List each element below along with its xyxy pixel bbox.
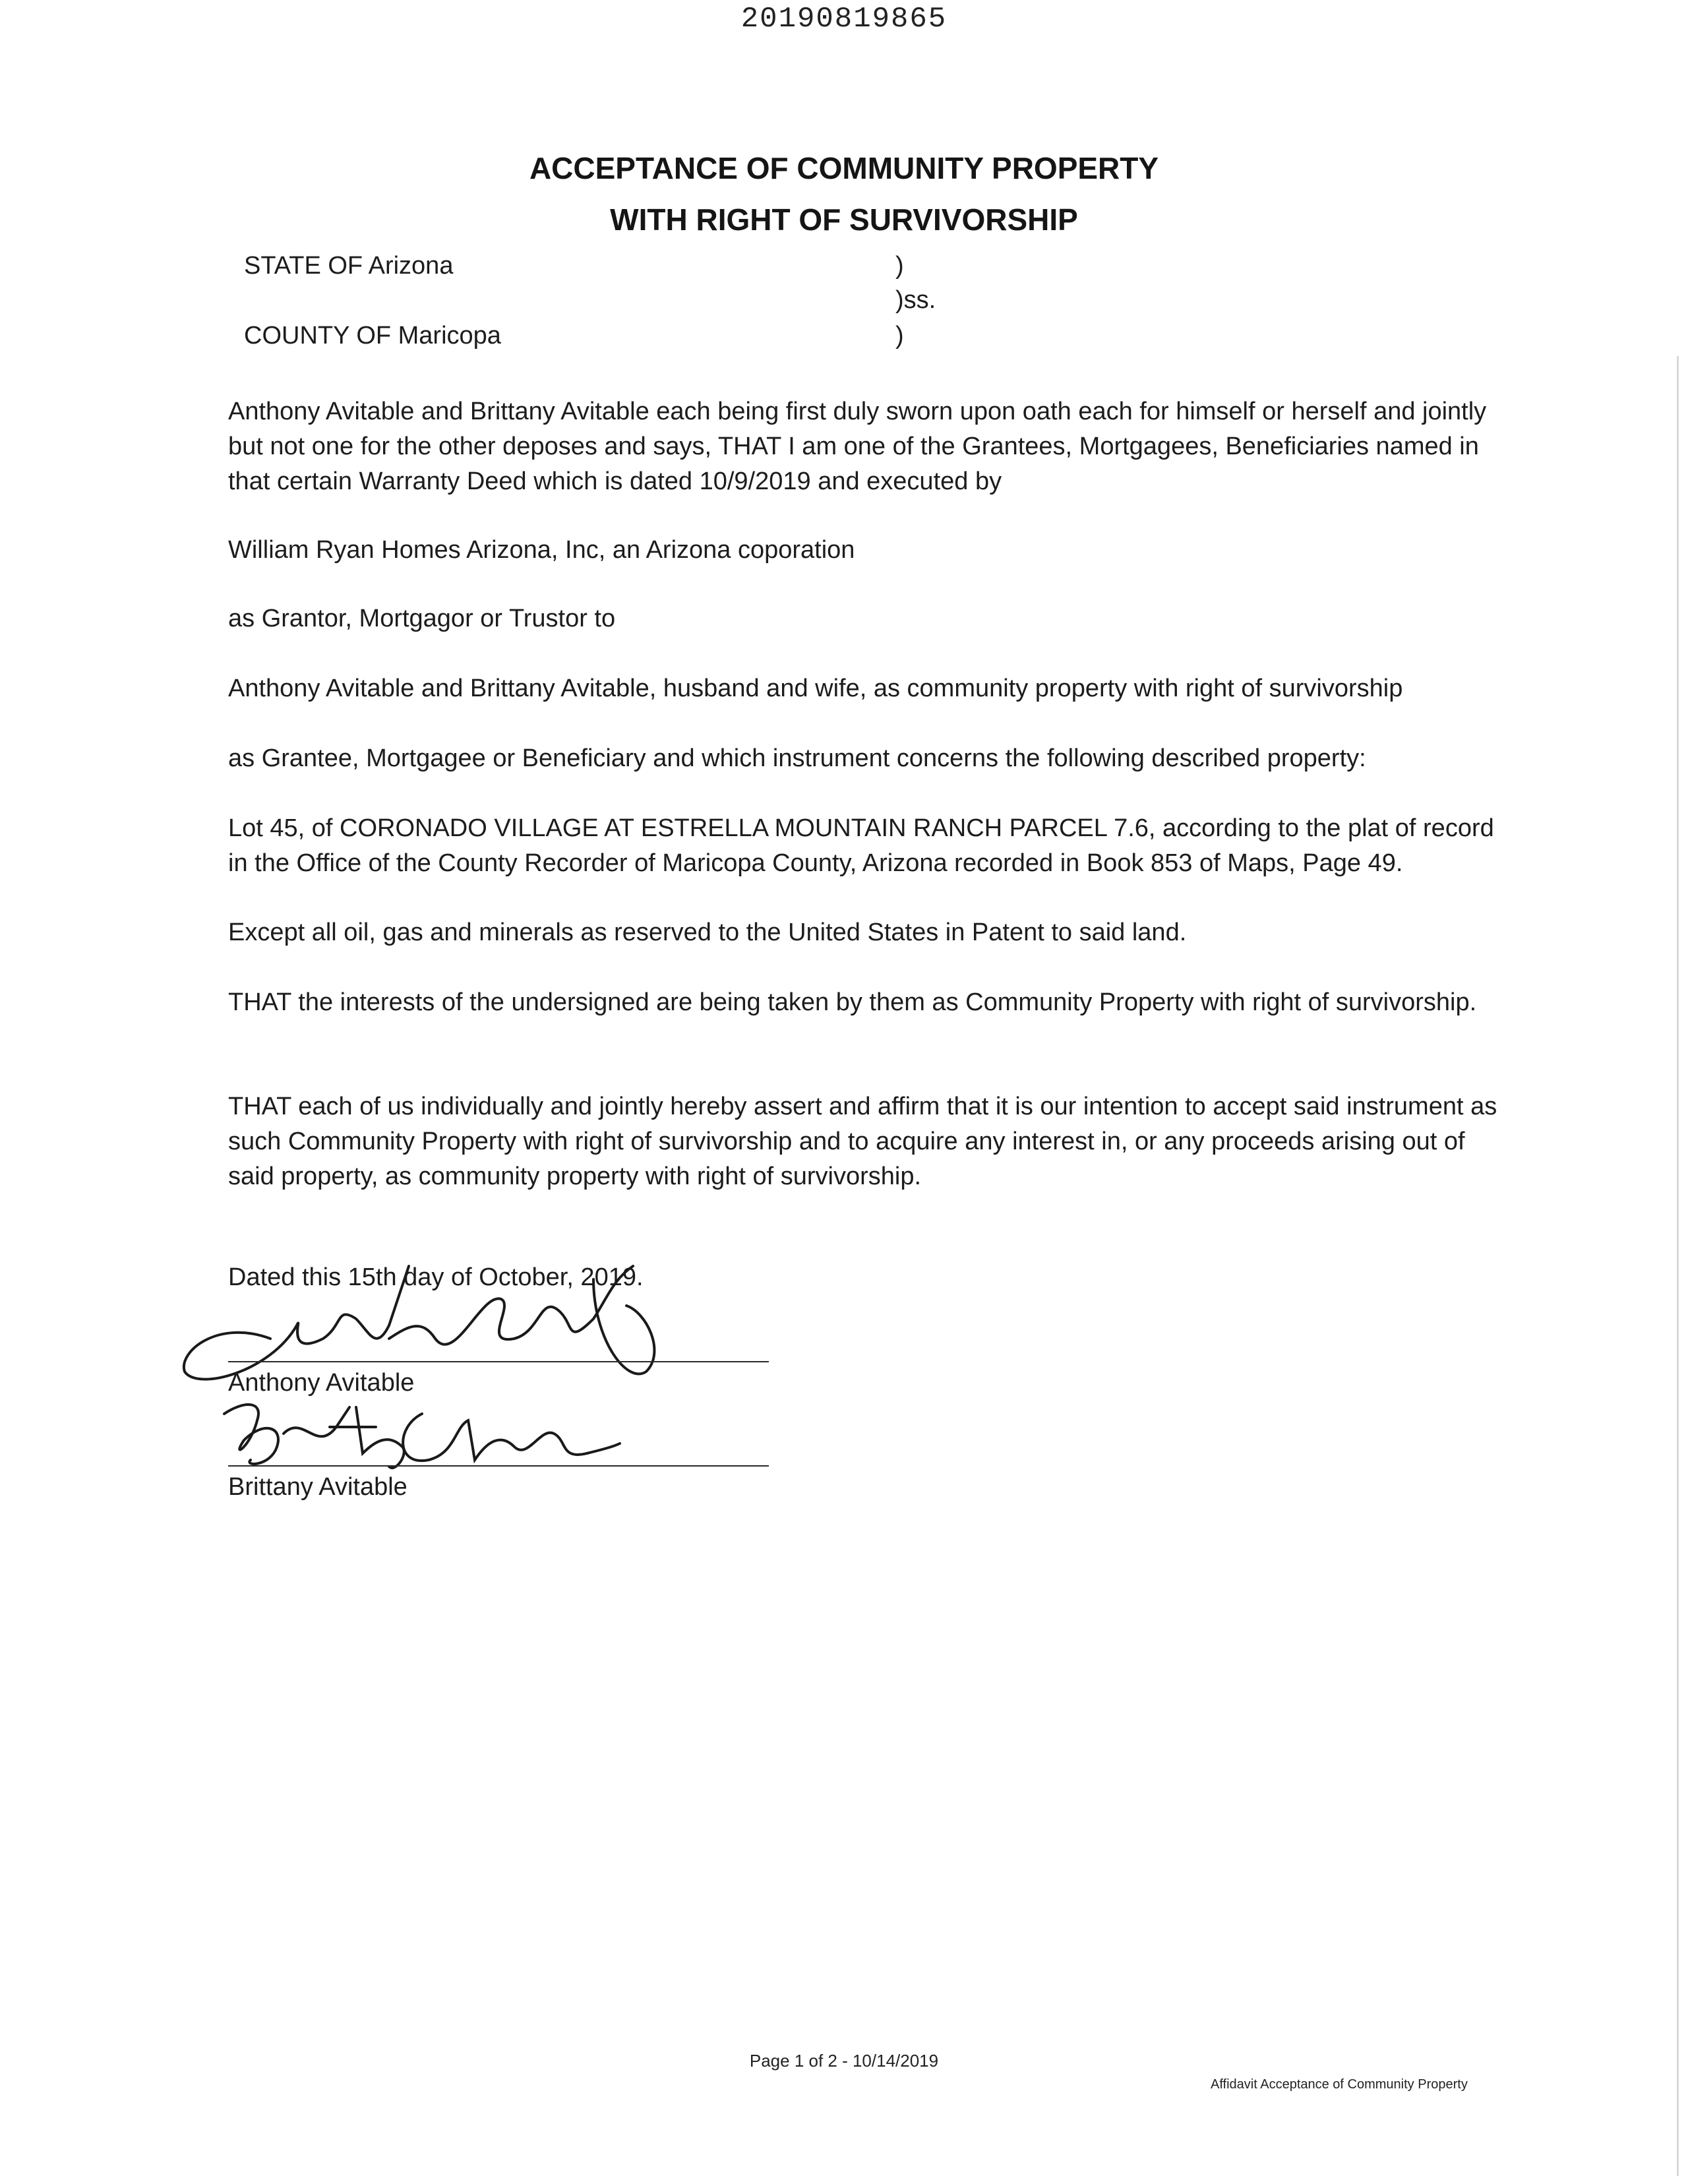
signature-brittany-graphic	[204, 1387, 626, 1486]
signer-name-brittany: Brittany Avitable	[228, 1473, 407, 1501]
paragraph-affiants: Anthony Avitable and Brittany Avitable each being first duly sworn upon oath each for himself or herself and jointly but not one for the other deposes and says, THAT I am one of the Grantees, Mortgagees, Beneficiaries named in that certain Warranty Deed which is dated 10/9/2019 and executed by	[228, 398, 1487, 495]
paragraph-grantee-role: as Grantee, Mortgagee or Beneficiary and which instrument concerns the following described property:	[228, 744, 1366, 772]
paragraph-grantor-name: William Ryan Homes Arizona, Inc, an Arizona coporation	[228, 536, 855, 564]
paragraph-affirmation: THAT each of us individually and jointly hereby assert and affirm that it is our intention to accept said instrument as such Community Property with right of survivorship and to acquire any interest in, or any proceeds arising out of said property, as community property with right of survivorship.	[228, 1093, 1497, 1190]
paragraph-interests: THAT the interests of the undersigned are being taken by them as Community Property with right of survivorship.	[228, 988, 1477, 1016]
document-title-line2: WITH RIGHT OF SURVIVORSHIP	[610, 202, 1078, 237]
dated-line: Dated this 15th day of October, 2019.	[228, 1263, 644, 1291]
venue-county: COUNTY OF Maricopa	[244, 322, 501, 349]
document-title-line1: ACCEPTANCE OF COMMUNITY PROPERTY	[529, 151, 1159, 185]
paragraph-grantor-role: as Grantor, Mortgagor or Trustor to	[228, 605, 616, 632]
signature-line-brittany	[228, 1465, 769, 1467]
footer-page-info: Page 1 of 2 - 10/14/2019	[749, 2051, 939, 2071]
footer-document-label: Affidavit Acceptance of Community Property	[1211, 2077, 1468, 2092]
paragraph-grantee-name: Anthony Avitable and Brittany Avitable, husband and wife, as community property with right of survivorship	[228, 675, 1403, 702]
paragraph-legal-description: Lot 45, of CORONADO VILLAGE AT ESTRELLA MOUNTAIN RANCH PARCEL 7.6, according to the plat of record in the Office of the County Recorder of Maricopa County, Arizona recorded in Book 853 of Maps, Page 49.	[228, 814, 1494, 877]
scan-edge-line	[1677, 356, 1679, 2176]
venue-state: STATE OF Arizona	[244, 252, 454, 280]
paragraph-exception: Except all oil, gas and minerals as reserved to the United States in Patent to said land.	[228, 919, 1187, 946]
venue-paren-top: )	[895, 252, 904, 280]
venue-paren-bottom: )	[895, 322, 904, 349]
recording-number: 20190819865	[740, 3, 948, 36]
venue-ss: )ss.	[895, 286, 936, 314]
signer-name-anthony: Anthony Avitable	[228, 1369, 415, 1397]
signature-line-anthony	[228, 1361, 769, 1362]
